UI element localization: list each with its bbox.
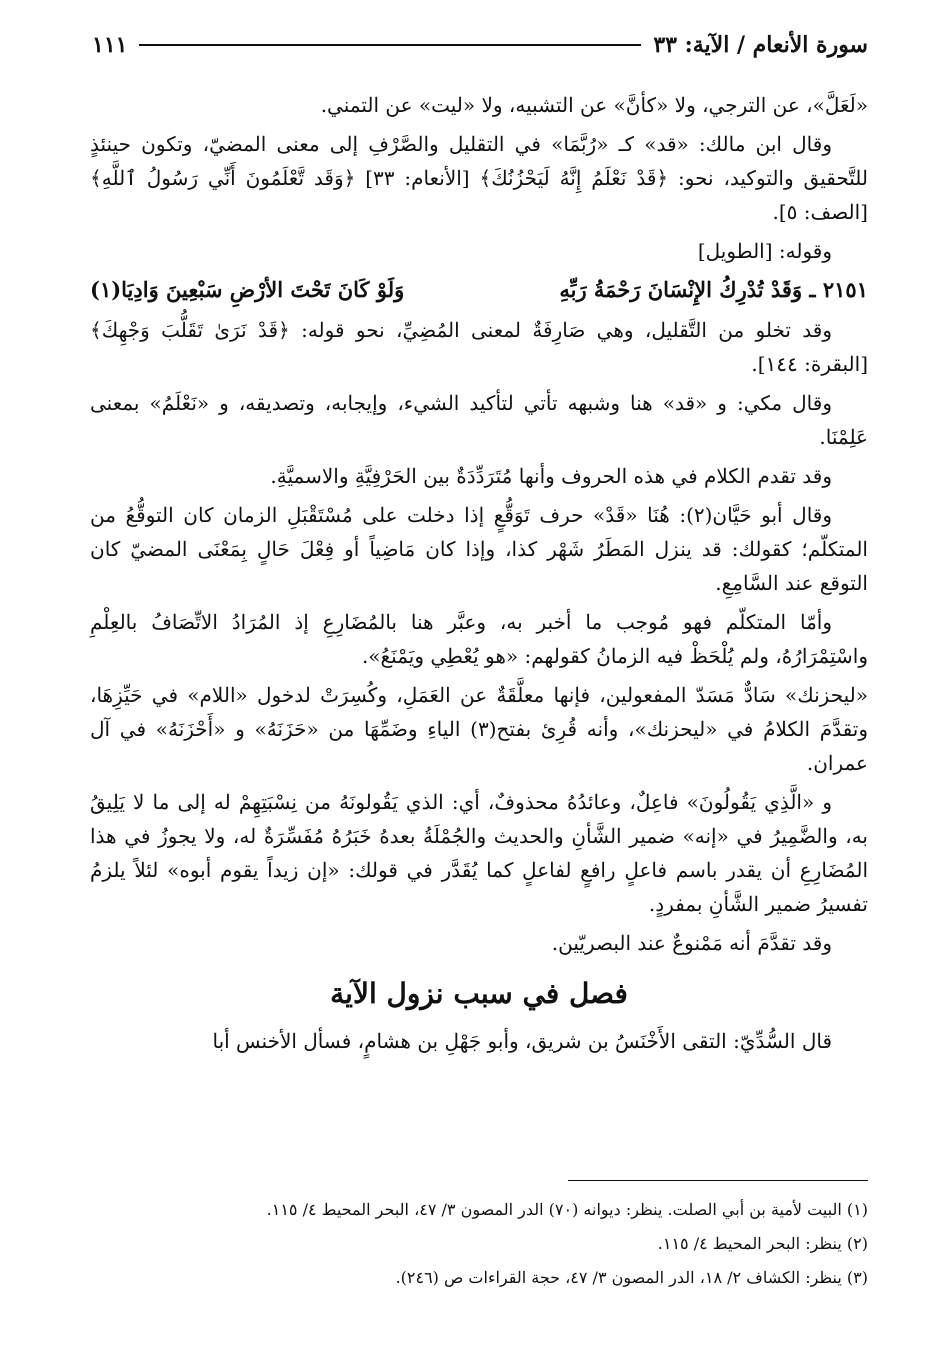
footnotes (90, 1194, 868, 1296)
footnote-rule (568, 1180, 868, 1181)
paragraph-4: وقد تخلو من التَّقليل، وهي صَارِفَةٌ لمعنى المُضِيِّ، نحو قوله: ﴿قَدْ نَرَىٰ تَقَلُّبَ وَجْهِكَ﴾ [البقرة: ١٤٤]. (90, 318, 868, 376)
footnote-2: (٢) ينظر: البحر المحيط ٤/ ١١٥. (657, 1234, 868, 1253)
running-header (92, 28, 868, 62)
paragraph-1: «لَعَلَّ»، عن الترجي، ولا «كأنَّ» عن التشبيه، ولا «ليت» عن التمني. (320, 93, 868, 117)
paragraph-9: «ليحزنك» سَادٌّ مَسَدّ المفعولين، فإنها معلَّقَةٌ عن العَمَلِ، وكُسِرَتْ لدخول «اللام» في حَيِّزِهَا، وتقدَّمَ الكلامُ في «ليحزنك»، وأنه قُرِئ بفتح(٣) الياءِ وضَمِّهَا من «حَزَنَهُ» و «أَحْزَنَهُ» في آل عمران. (90, 683, 869, 775)
section-heading: فصل في سبب نزول الآية (330, 977, 628, 1010)
main-text (90, 88, 868, 1063)
verse-second-hemistich: وَلَوْ كَانَ تَحْتَ الأرْضِ سَبْعِينَ وَادِيَا(١) (90, 277, 405, 302)
paragraph-11: وقد تقدَّمَ أنه مَمْنوعٌ عند البصريّين. (551, 931, 832, 955)
paragraph-2: وقال ابن مالك: «قد» كـ «رُبَّمَا» في التقليل والصَّرْفِ إلى معنى المضيّ، وتكون حينئذٍ للتَّحقيق والتوكيد، نحو: ﴿قَدْ نَعْلَمُ إِنَّهُ لَيَحْزُنُكَ﴾ [الأنعام: ٣٣] ﴿وَقَد تَّعْلَمُونَ أَنِّي رَسُولُ ٱللَّهِ﴾ [الصف: ٥]. (90, 132, 869, 224)
footnote-1: (١) البيت لأمية بن أبي الصلت. ينظر: ديوانه (٧٠) الدر المصون ٣/ ٤٧، البحر المحيط ٤/ ١١٥. (266, 1200, 868, 1219)
verse-first-hemistich: ٢١٥١ ـ وَقَدْ تُدْرِكُ الإِنْسَانَ رَحْمَةُ رَبِّهِ (559, 277, 868, 302)
paragraph-6: وقد تقدم الكلام في هذه الحروف وأنها مُتَرَدِّدَةٌ بين الحَرْفِيَّةِ والاسميَّةِ. (270, 464, 832, 488)
page-number: ١١١ (92, 32, 128, 58)
paragraph-8: وأمّا المتكلّم فهو مُوجب ما أخبر به، وعبَّر هنا بالمُضَارِعِ إذ المُرَادُ الاتِّصَافُ بالعِلْمِ واسْتِمْرَارُهُ، ولم يُلْحَظْ فيه الزمانُ كقولهم: «هو يُعْطِي ويَمْنَعُ». (90, 610, 868, 668)
header-title: سورة الأنعام / الآية: ٣٣ (653, 32, 868, 58)
footnote-3: (٣) ينظر: الكشاف ٢/ ١٨، الدر المصون ٣/ ٤٧، حجة القراءات ص (٢٤٦). (395, 1268, 868, 1287)
section-paragraph: قال السُّدِّيّ: التقى الأَخْنَسُ بن شريق، وأبو جَهْلِ بن هشامٍ، فسأل الأخنس أبا (212, 1029, 832, 1053)
header-rule (139, 44, 641, 46)
paragraph-10: و «الَّذِي يَقُولُونَ» فاعِلٌ، وعائدُهُ محذوفٌ، أي: الذي يَقُولونَهُ من نِسْبَتِهِمْ له إلى ما لا يَلِيقُ به، والضَّمِيرُ في «إنه» ضمير الشَّأنِ والحديث والجُمْلَةُ بعدهُ خَبَرُهُ مُفَسِّرَةٌ له، ولا يجوزُ في هذا المُضَارِعِ أن يقدر باسم فاعلٍ رافعٍ لفاعلٍ كما يُقَدَّر في قولك: «إن زيداً يقوم أبوه» لئلاً يلزمُ تفسيرُ ضمير الشَّأنِ بمفردٍ. (90, 790, 868, 916)
paragraph-5: وقال مكي: و «قد» هنا وشبهه تأتي لتأكيد الشيء، وإيجابه، وتصديقه، و «نَعْلَمُ» بمعنى عَلِمْنَا. (90, 391, 868, 449)
poetry-verse (90, 273, 868, 307)
paragraph-3: وقوله: [الطويل] (697, 239, 832, 263)
paragraph-7: وقال أبو حَيَّان(٢): هُنَا «قَدْ» حرف تَوَقُّعٍ إذا دخلت على مُسْتَقْبَلِ الزمان كان التوقُّعُ من المتكلّم؛ كقولك: قد ينزل المَطَرُ شَهْر كذا، وإذا كان مَاضِياً أو فِعْلَ حَالٍ بِمَعْنَى المضيّ كان التوقع عند السَّامِعِ. (90, 503, 868, 595)
